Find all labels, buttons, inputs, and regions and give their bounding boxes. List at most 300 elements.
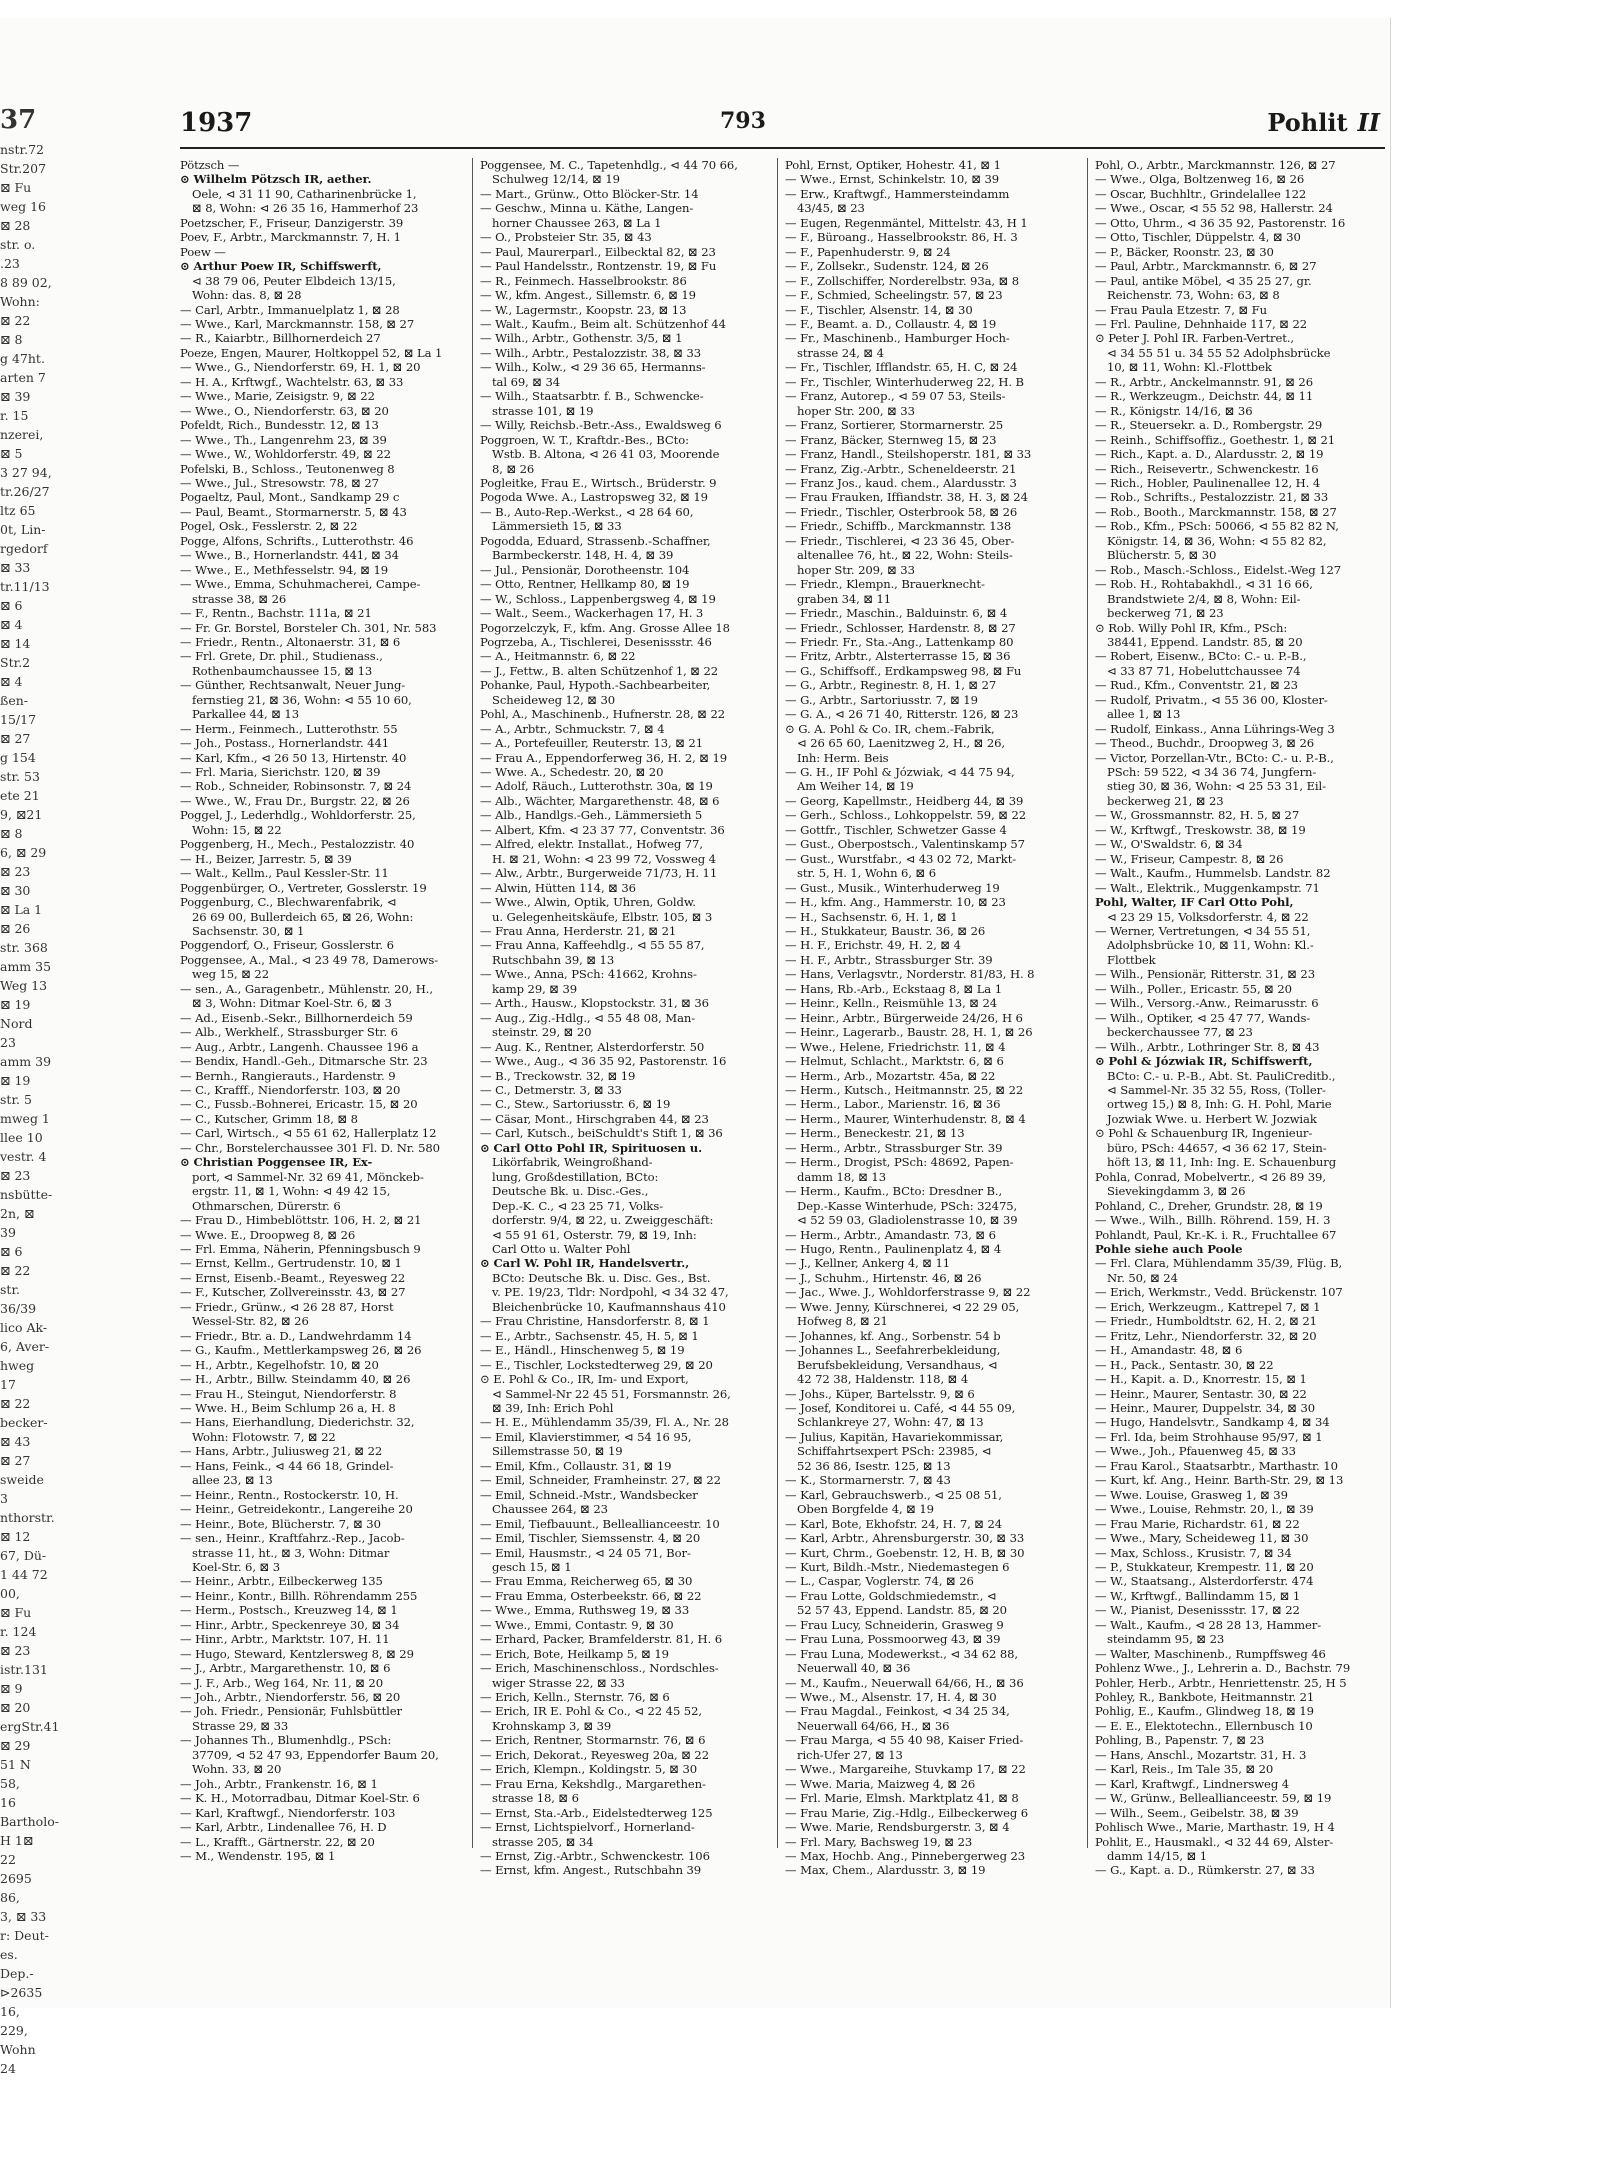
- adjacent-page-line: ⊠ 5: [0, 446, 23, 461]
- adjacent-page-line: ⊠ 19: [0, 1073, 31, 1088]
- directory-entry: — Erich, Werkzeugm., Kattrepel 7, ⊠ 1: [1095, 1299, 1321, 1314]
- directory-entry: — Walt., Seem., Wackerhagen 17, H. 3: [480, 606, 704, 621]
- adjacent-page-line: ⊠ 39: [0, 389, 31, 404]
- adjacent-page-line: amm 35: [0, 959, 52, 974]
- adjacent-page-line: llee 10: [0, 1130, 43, 1145]
- directory-entry: — Rob. H., Rohtabakhdl., ⊲ 31 16 66,: [1095, 577, 1313, 592]
- adjacent-page-line: nzerei,: [0, 427, 44, 442]
- adjacent-page-line: str. 5: [0, 1092, 32, 1107]
- directory-entry: Wohn. 33, ⊠ 20: [192, 1762, 282, 1777]
- adjacent-page-line: nsbütte-: [0, 1187, 53, 1202]
- directory-entry: — Herm., Postsch., Kreuzweg 14, ⊠ 1: [180, 1603, 398, 1618]
- directory-entry: — Rob., Masch.-Schloss., Eidelst.-Weg 127: [1095, 562, 1342, 577]
- directory-entry: Dep.-Kasse Winterhude, PSch: 32475,: [797, 1198, 1018, 1213]
- directory-entry: Pohl, O., Arbtr., Marckmannstr. 126, ⊠ 27: [1095, 158, 1336, 172]
- directory-entry: str. 5, H. 1, Wohn 6, ⊠ 6: [797, 866, 936, 881]
- directory-entry: — Wwe., Margareihe, Stuvkamp 17, ⊠ 22: [785, 1762, 1026, 1777]
- adjacent-page-margin: [0, 0, 60, 2076]
- directory-entry: — Herm., Feinmech., Lutterothstr. 55: [180, 721, 398, 736]
- directory-entry: — C., Detmerstr. 3, ⊠ 33: [480, 1083, 622, 1097]
- directory-entry: höft 13, ⊠ 11, Inh: Ing. E. Schauenburg: [1107, 1155, 1337, 1170]
- adjacent-page-line: 16: [0, 1795, 16, 1810]
- directory-entry: — Alw., Arbtr., Burgerweide 71/73, H. 11: [480, 866, 718, 881]
- directory-entry: — Walter, Maschinenb., Rumpffsweg 46: [1095, 1646, 1326, 1661]
- directory-entry: — J. F., Arb., Weg 164, Nr. 11, ⊠ 20: [180, 1675, 383, 1690]
- adjacent-page-line: g 154: [0, 750, 36, 765]
- directory-entry: — Joh., Arbtr., Frankenstr. 16, ⊠ 1: [180, 1776, 378, 1791]
- adjacent-page-line: arten 7: [0, 370, 46, 385]
- directory-entry: — H., Pack., Sentastr. 30, ⊠ 22: [1095, 1357, 1274, 1372]
- directory-entry: — Walt., Elektrik., Muggenkampstr. 71: [1095, 880, 1320, 895]
- directory-entry: — Hinr., Arbtr., Marktstr. 107, H. 11: [180, 1632, 390, 1647]
- adjacent-page-line: ⊠ Fu: [0, 180, 32, 195]
- adjacent-page-line: r: Deut-: [0, 1928, 49, 1943]
- directory-entry: strasse 101, ⊠ 19: [492, 403, 594, 418]
- adjacent-page-line: ⊠ 22: [0, 313, 31, 328]
- adjacent-page-line: ⊠ 27: [0, 731, 31, 746]
- directory-entry: — Heinr., Lagerarb., Baustr. 28, H. 1, ⊠ 26: [785, 1025, 1033, 1040]
- directory-entry: Inh: Herm. Beis: [797, 750, 889, 765]
- directory-entry: — Walt., Kaufm., Beim alt. Schützenhof 44: [480, 316, 726, 331]
- directory-entry: — Franz, Zig.-Arbtr., Scheneldeerstr. 21: [785, 461, 1017, 476]
- directory-entry: allee 23, ⊠ 13: [192, 1473, 273, 1488]
- adjacent-page-line: ⊠ 14: [0, 636, 31, 651]
- directory-entry: — Gerh., Schloss., Lohkoppelstr. 59, ⊠ 22: [785, 808, 1026, 823]
- directory-entry: — Wwe., Emmi, Contastr. 9, ⊠ 30: [480, 1617, 674, 1632]
- directory-entry: — H., Sachsenstr. 6, H. 1, ⊠ 1: [785, 909, 958, 924]
- directory-entry: Parkallee 44, ⊠ 13: [192, 707, 299, 722]
- directory-entry: rich-Ufer 27, ⊠ 13: [797, 1747, 903, 1762]
- adjacent-page-line: ßen-: [0, 693, 29, 708]
- directory-entry: — Wwe. E., Droopweg 8, ⊠ 26: [180, 1227, 356, 1242]
- directory-entry: — Arth., Hausw., Klopstockstr. 31, ⊠ 36: [480, 996, 709, 1011]
- directory-entry-featured: Pohl, Walter, IF Carl Otto Pohl,: [1095, 895, 1294, 910]
- adjacent-page-number: 37: [0, 105, 37, 135]
- directory-entry: — F., Beamt. a. D., Collaustr. 4, ⊠ 19: [785, 316, 997, 331]
- directory-entry: — Carl, Wirtsch., ⊲ 55 61 62, Hallerplatz 12: [180, 1126, 437, 1141]
- directory-entry: beckerweg 71, ⊠ 23: [1107, 606, 1224, 621]
- directory-entry: — Herm., Labor., Marienstr. 16, ⊠ 36: [785, 1097, 1001, 1112]
- directory-entry: — Wwe., W., Wohldorferstr. 49, ⊠ 22: [180, 447, 391, 462]
- directory-entry: Hofweg 8, ⊠ 21: [797, 1314, 888, 1329]
- directory-entry: — Fr., Tischler, Winterhuderweg 22, H. B: [785, 374, 1024, 389]
- directory-entry: — G., Kaufm., Mettlerkampsweg 26, ⊠ 26: [180, 1343, 422, 1358]
- directory-entry: — F., Zollschiffer, Norderelbstr. 93a, ⊠ 8: [785, 273, 1020, 288]
- directory-entry: — Frau Luna, Modewerkst., ⊲ 34 62 88,: [785, 1646, 1019, 1661]
- directory-entry: Scheideweg 12, ⊠ 30: [492, 692, 616, 707]
- directory-entry: — Erich, Dekorat., Reyesweg 20a, ⊠ 22: [480, 1747, 709, 1762]
- directory-entry: steinstr. 29, ⊠ 20: [492, 1025, 592, 1040]
- directory-entry: — Rob., Schrifts., Pestalozzistr. 21, ⊠ 33: [1095, 490, 1329, 505]
- adjacent-page-line: mweg 1: [0, 1111, 50, 1126]
- directory-entry: — R., Feinmech. Hasselbrookstr. 86: [480, 273, 687, 288]
- directory-entry: — Victor, Porzellan-Vtr., BCto: C.- u. P.-B.,: [1095, 750, 1334, 765]
- directory-entry: altenallee 76, ht., ⊠ 22, Wohn: Steils-: [797, 548, 1013, 563]
- directory-entry: lung, Großdestillation, BCto:: [492, 1169, 659, 1184]
- directory-entry: — Fritz, Arbtr., Alsterterrasse 15, ⊠ 36: [785, 649, 1011, 664]
- directory-entry: Sachsenstr. 30, ⊠ 1: [192, 924, 305, 939]
- directory-entry: Pohlenz Wwe., J., Lehrerin a. D., Bachstr. 79: [1095, 1661, 1351, 1676]
- directory-entry: — Frau Erna, Kekshdlg., Margarethen-: [480, 1776, 706, 1791]
- directory-entry: — Hugo, Steward, Kentzlersweg 8, ⊠ 29: [180, 1646, 414, 1661]
- directory-entry: — E. E., Elektotechn., Ellernbusch 10: [1095, 1718, 1313, 1733]
- directory-entry: — Paul, Arbtr., Marckmannstr. 6, ⊠ 27: [1095, 259, 1317, 274]
- adjacent-page-line: ⊠ 6: [0, 598, 23, 613]
- directory-entry: ortweg 15,) ⊠ 8, Inh: G. H. Pohl, Marie: [1107, 1097, 1332, 1112]
- adjacent-page-line: Weg 13: [0, 978, 48, 993]
- directory-entry: damm 18, ⊠ 13: [797, 1169, 886, 1184]
- adjacent-page-line: ⊠ 22: [0, 1263, 31, 1278]
- directory-entry: — Gottfr., Tischler, Schwetzer Gasse 4: [785, 822, 1007, 837]
- directory-entry: steindamm 95, ⊠ 23: [1107, 1632, 1225, 1647]
- directory-entry: — Günther, Rechtsanwalt, Neuer Jung-: [180, 678, 406, 693]
- directory-entry: Pogorzelczyk, F., kfm. Ang. Grosse Allee 18: [480, 620, 730, 635]
- directory-entry: Pohlig, E., Kaufm., Glindweg 18, ⊠ 19: [1095, 1704, 1314, 1719]
- directory-entry: — Kurt, Bildh.-Mstr., Niedemastegen 6: [785, 1559, 1010, 1574]
- directory-entry: — Wwe. A., Schedestr. 20, ⊠ 20: [480, 765, 664, 780]
- directory-entry: — Friedr., Humboldtstr. 62, H. 2, ⊠ 21: [1095, 1314, 1317, 1329]
- directory-entry: — Erich, Rentner, Stormarnstr. 76, ⊠ 6: [480, 1733, 706, 1748]
- directory-entry: ⊙ G. A. Pohl & Co. IR, chem.-Fabrik,: [785, 721, 995, 736]
- adjacent-page-line: becker-: [0, 1415, 48, 1430]
- directory-entry: Pogel, Osk., Fesslerstr. 2, ⊠ 22: [180, 519, 358, 534]
- directory-entry: Reichenstr. 73, Wohn: 63, ⊠ 8: [1107, 288, 1280, 303]
- directory-entry: Flottbek: [1107, 952, 1156, 967]
- directory-entry: — Erich, Klempn., Koldingstr. 5, ⊠ 30: [480, 1762, 697, 1777]
- directory-entry: Poeze, Engen, Maurer, Holtkoppel 52, ⊠ La 1: [180, 345, 443, 360]
- adjacent-page-line: ⊠ La 1: [0, 902, 43, 917]
- directory-entry: — Wwe., E., Methfesselstr. 94, ⊠ 19: [180, 562, 389, 577]
- directory-entry: — Wwe., Jul., Stresowstr. 78, ⊠ 27: [180, 475, 379, 490]
- directory-entry: — Frau Magdal., Feinkost, ⊲ 34 25 34,: [785, 1704, 1010, 1719]
- directory-entry: — Jul., Pensionär, Dorotheenstr. 104: [480, 562, 690, 577]
- directory-entry: — R., Königstr. 14/16, ⊠ 36: [1095, 403, 1253, 418]
- directory-entry: — Wwe., Louise, Rehmstr. 20, l., ⊠ 39: [1095, 1502, 1314, 1517]
- header-page-number: 793: [720, 108, 766, 134]
- directory-entry: — R., Steuersekr. a. D., Rombergstr. 29: [1095, 418, 1323, 433]
- directory-entry-featured: ⊙ Wilhelm Pötzsch IR, aether.: [180, 172, 372, 187]
- directory-entry: — Heinr., Arbtr., Eilbeckerweg 135: [180, 1574, 383, 1589]
- directory-entry: — F., Büroang., Hasselbrookstr. 86, H. 3: [785, 230, 1018, 245]
- directory-entry: — Herm., Kutsch., Heitmannstr. 25, ⊠ 22: [785, 1083, 1024, 1097]
- adjacent-page-line: Wohn:: [0, 294, 40, 309]
- directory-entry: Poggendorf, O., Friseur, Gosslerstr. 6: [180, 938, 394, 953]
- directory-entry: 10, ⊠ 11, Wohn: Kl.-Flottbek: [1107, 360, 1272, 375]
- directory-entry: — P., Bäcker, Roonstr. 23, ⊠ 30: [1095, 244, 1274, 259]
- directory-entry: gesch 15, ⊠ 1: [492, 1559, 572, 1574]
- directory-entry: ⊲ 52 59 03, Gladiolenstrasse 10, ⊠ 39: [797, 1213, 1018, 1228]
- directory-entry: — M., Wendenstr. 195, ⊠ 1: [180, 1849, 336, 1864]
- directory-entry: — O., Probsteier Str. 35, ⊠ 43: [480, 230, 652, 245]
- directory-entry: Schulweg 12/14, ⊠ 19: [492, 172, 620, 187]
- directory-entry: — C., Stew., Sartoriusstr. 6, ⊠ 19: [480, 1097, 671, 1112]
- directory-entry: — P., Stukkateur, Krempestr. 11, ⊠ 20: [1095, 1559, 1314, 1574]
- directory-entry: — Frau Karol., Staatsarbtr., Marthastr. 10: [1095, 1458, 1338, 1473]
- directory-entry: Brandstwiete 2/4, ⊠ 8, Wohn: Eil-: [1107, 591, 1301, 606]
- directory-entry: ⊙ E. Pohl & Co., IR, Im- und Export,: [480, 1372, 689, 1387]
- directory-entry: — Kurt, kf. Ang., Heinr. Barth-Str. 29, ⊠ 13: [1095, 1473, 1344, 1488]
- directory-entry: Königstr. 14, ⊠ 36, Wohn: ⊲ 55 82 82,: [1107, 533, 1327, 548]
- adjacent-page-line: str. 53: [0, 769, 40, 784]
- directory-entry: — Frau Anna, Kaffeehdlg., ⊲ 55 55 87,: [480, 938, 705, 953]
- adjacent-page-line: nthorstr.: [0, 1510, 55, 1525]
- directory-entry: — Joh., Postass., Hornerlandstr. 441: [180, 736, 390, 751]
- directory-entry: ⊲ 55 91 61, Osterstr. 79, ⊠ 19, Inh:: [492, 1227, 697, 1242]
- directory-entry: — W., Lagermstr., Koopstr. 23, ⊠ 13: [480, 302, 687, 317]
- directory-entry: — Frl. Ida, beim Strohhause 95/97, ⊠ 1: [1095, 1429, 1323, 1444]
- header-rule: [180, 147, 1385, 149]
- adjacent-page-line: ⊠ 28: [0, 218, 31, 233]
- directory-entry: Chaussee 264, ⊠ 23: [492, 1502, 608, 1517]
- directory-entry: ⊲ 23 29 15, Volksdorferstr. 4, ⊠ 22: [1107, 909, 1309, 924]
- directory-entry: — Aug. K., Rentner, Alsterdorferstr. 50: [480, 1039, 705, 1054]
- directory-entry: — W., Staatsang., Alsterdorferstr. 474: [1095, 1574, 1314, 1589]
- directory-entry: — Frau Marga, ⊲ 55 40 98, Kaiser Fried-: [785, 1733, 1024, 1748]
- directory-entry: Pohler, Herb., Arbtr., Henriettenstr. 25, H 5: [1095, 1675, 1347, 1690]
- directory-entry: — Hans, Rb.-Arb., Eckstaag 8, ⊠ La 1: [785, 981, 1002, 996]
- directory-entry: 38441, Eppend. Landstr. 85, ⊠ 20: [1107, 634, 1303, 649]
- directory-entry: — G., Kapt. a. D., Rümkerstr. 27, ⊠ 33: [1095, 1863, 1315, 1878]
- adjacent-page-line: 229, Wohn: [0, 2023, 36, 2057]
- directory-entry: — Max, Chem., Alardusstr. 3, ⊠ 19: [785, 1863, 986, 1878]
- directory-entry: — J., Schuhm., Hirtenstr. 46, ⊠ 26: [785, 1270, 982, 1285]
- directory-entry: BCto: Deutsche Bk. u. Disc. Ges., Bst.: [492, 1270, 711, 1285]
- directory-entry: Pogge, Alfons, Schrifts., Lutterothstr. 46: [180, 533, 414, 548]
- adjacent-page-line: r. 15: [0, 408, 29, 423]
- directory-entry: — Wwe. Jenny, Kürschnerei, ⊲ 22 29 05,: [785, 1299, 1020, 1314]
- directory-entry: — Karl, Arbtr., Ahrensburgerstr. 30, ⊠ 33: [785, 1531, 1025, 1546]
- directory-entry: — Max, Hochb. Ang., Pinnebergerweg 23: [785, 1849, 1026, 1864]
- directory-entry: — C., Kutscher, Grimm 18, ⊠ 8: [180, 1111, 358, 1126]
- directory-entry: — Geschw., Minna u. Käthe, Langen-: [480, 201, 694, 216]
- adjacent-page-line: ⊠ 4: [0, 617, 23, 632]
- directory-entry: Carl Otto u. Walter Pohl: [492, 1241, 631, 1256]
- directory-entry: — Frl. Pauline, Dehnhaide 117, ⊠ 22: [1095, 316, 1308, 331]
- directory-entry: Oben Borgfelde 4, ⊠ 19: [797, 1502, 934, 1517]
- directory-entry: — Alwin, Hütten 114, ⊠ 36: [480, 880, 636, 895]
- directory-entry: — W., Grünw., Belleallianceestr. 59, ⊠ 19: [1095, 1791, 1332, 1806]
- adjacent-page-line: tr.11/13: [0, 579, 50, 594]
- adjacent-page-line: 1 44 72 00,: [0, 1567, 48, 1601]
- header-range-name: Pohlit: [1267, 108, 1348, 137]
- directory-entry: — Chr., Borstelerchaussee 301 Fl. D. Nr. 580: [180, 1140, 440, 1155]
- directory-entry: — Gust., Oberpostsch., Valentinskamp 57: [785, 837, 1025, 852]
- directory-entry: — J., Kellner, Ankerg 4, ⊠ 11: [785, 1256, 951, 1271]
- directory-entry: — Carl, Kutsch., beiSchuldt's Stift 1, ⊠ 36: [480, 1126, 723, 1141]
- adjacent-page-line: Bartholo-: [0, 1814, 59, 1829]
- directory-entry: — Frau H., Steingut, Niendorferstr. 8: [180, 1386, 397, 1401]
- directory-entry: damm 14/15, ⊠ 1: [1107, 1849, 1208, 1864]
- directory-entry: Wohn: das. 8, ⊠ 28: [192, 288, 302, 303]
- directory-entry: Pohley, R., Bankbote, Heitmannstr. 21: [1095, 1690, 1315, 1705]
- directory-entry: — Wwe., Marie, Zeisigstr. 9, ⊠ 22: [180, 389, 375, 404]
- directory-entry: — Ernst, Sta.-Arb., Eidelstedterweg 125: [480, 1805, 713, 1820]
- page-header: [180, 108, 1380, 148]
- directory-entry: — Georg, Kapellmstr., Heidberg 44, ⊠ 39: [785, 793, 1024, 808]
- directory-entry: Pogleitke, Frau E., Wirtsch., Brüderstr. 9: [480, 475, 717, 490]
- adjacent-page-line: ⊳2635 16,: [0, 1985, 43, 2019]
- directory-entry: — Frl. Emma, Näherin, Pfenningsbusch 9: [180, 1241, 421, 1256]
- directory-entry: — C., Fussb.-Bohnerei, Ericastr. 15, ⊠ 20: [180, 1097, 418, 1112]
- directory-entry: — Julius, Kapitän, Havariekommissar,: [785, 1429, 1004, 1444]
- directory-entry: — A., Arbtr., Schmuckstr. 7, ⊠ 4: [480, 721, 665, 736]
- directory-entry: — Fr., Maschinenb., Hamburger Hoch-: [785, 331, 1010, 346]
- directory-entry: — E., Tischler, Lockstedterweg 29, ⊠ 20: [480, 1357, 713, 1372]
- adjacent-page-line: ⊠ 9: [0, 1681, 23, 1696]
- directory-entry: Poggenberg, H., Mech., Pestalozzistr. 40: [180, 837, 415, 852]
- directory-entry: Neuerwall 64/66, H., ⊠ 36: [797, 1718, 950, 1733]
- adjacent-page-line: ⊠ 8: [0, 826, 23, 841]
- directory-entry: — L., Caspar, Voglerstr. 74, ⊠ 26: [785, 1574, 974, 1589]
- adjacent-page-line: lico Ak-: [0, 1320, 48, 1335]
- directory-entry: — W., Pianist, Desenissstr. 17, ⊠ 22: [1095, 1603, 1300, 1618]
- directory-entry-featured: ⊙ Christian Poggensee IR, Ex-: [180, 1155, 373, 1170]
- directory-entry: 42 72 38, Haldenstr. 118, ⊠ 4: [797, 1372, 969, 1387]
- directory-entry: — Karl, Kraftwgf., Lindnersweg 4: [1095, 1776, 1290, 1791]
- directory-entry: — Gust., Musik., Winterhuderweg 19: [785, 880, 1000, 895]
- directory-entry: — H. F., Erichstr. 49, H. 2, ⊠ 4: [785, 938, 961, 953]
- directory-entry: — sen., Heinr., Kraftfahrz.-Rep., Jacob-: [180, 1531, 405, 1546]
- directory-entry: Strasse 29, ⊠ 33: [192, 1718, 289, 1733]
- directory-entry: — Emil, Schneid.-Mstr., Wandsbecker: [480, 1487, 698, 1502]
- directory-entry: Lämmersieth 15, ⊠ 33: [492, 519, 622, 534]
- directory-entry: — C., Krafff., Niendorferstr. 103, ⊠ 20: [180, 1083, 401, 1097]
- directory-entry: — Wwe., Anna, PSch: 41662, Krohns-: [480, 967, 697, 982]
- directory-entry: — Friedr. Fr., Sta.-Ang., Lattenkamp 80: [785, 634, 1014, 649]
- directory-entry: dorferstr. 9/4, ⊠ 22, u. Zweiggeschäft:: [492, 1213, 714, 1228]
- directory-entry: — Frau D., Himbeblöttstr. 106, H. 2, ⊠ 21: [180, 1213, 422, 1228]
- directory-entry: — Kurt, Chrm., Goebenstr. 12, H. B, ⊠ 30: [785, 1545, 1025, 1560]
- directory-entry: graben 34, ⊠ 11: [797, 591, 892, 606]
- directory-entry: — K. H., Motorradbau, Ditmar Koel-Str. 6: [180, 1791, 420, 1806]
- directory-entry: Pötzsch —: [180, 158, 240, 172]
- directory-entry: — Rich., Kapt. a. D., Alardusstr. 2, ⊠ 19: [1095, 447, 1324, 462]
- directory-entry: Wstb. B. Altona, ⊲ 26 41 03, Moorende: [492, 447, 720, 462]
- directory-entry: — Hans, Arbtr., Juliusweg 21, ⊠ 22: [180, 1444, 383, 1459]
- adjacent-page-line: ⊠ 43: [0, 1434, 31, 1449]
- directory-entry: — Herm., Beneckestr. 21, ⊠ 13: [785, 1126, 965, 1141]
- directory-entry: — Ernst, kfm. Angest., Rutschbahn 39: [480, 1863, 702, 1878]
- directory-entry: — Wwe., B., Hornerlandstr. 441, ⊠ 34: [180, 548, 399, 563]
- directory-entry: u. Gelegenheitskäufe, Elbstr. 105, ⊠ 3: [492, 909, 713, 924]
- directory-entry: — Erich, Werkmstr., Vedd. Brückenstr. 107: [1095, 1285, 1343, 1300]
- directory-entry: — Wilh., Seem., Geibelstr. 38, ⊠ 39: [1095, 1805, 1299, 1820]
- directory-entry: — Wilh., Pensionär, Ritterstr. 31, ⊠ 23: [1095, 967, 1315, 982]
- directory-entry: Poggenbürger, O., Vertreter, Gosslerstr. 19: [180, 880, 427, 895]
- adjacent-page-line: str. o.: [0, 237, 36, 252]
- adjacent-page-line: tr.26/27: [0, 484, 50, 499]
- directory-entry: — Theod., Buchdr., Droopweg 3, ⊠ 26: [1095, 736, 1314, 751]
- adjacent-page-line: .23: [0, 256, 20, 271]
- directory-entry: Pohlandt, Paul, Kr.-K. i. R., Fruchtallee 67: [1095, 1227, 1337, 1242]
- directory-entry: ⊠ 8, Wohn: ⊲ 26 35 16, Hammerhof 23: [192, 201, 419, 216]
- directory-entry: — Rich., Hobler, Paulinenallee 12, H. 4: [1095, 475, 1321, 490]
- directory-entry: — H., kfm. Ang., Hammerstr. 10, ⊠ 23: [785, 895, 1006, 910]
- directory-entry: — Herm., Kaufm., BCto: Dresdner B.,: [785, 1184, 1003, 1199]
- directory-entry: Pohl, A., Maschinenb., Hufnerstr. 28, ⊠ 22: [480, 707, 726, 722]
- directory-entry: — Otto, Rentner, Hellkamp 80, ⊠ 19: [480, 577, 690, 592]
- directory-entry: — Wwe., Wilh., Billh. Röhrend. 159, H. 3: [1095, 1213, 1331, 1228]
- directory-entry: kamp 29, ⊠ 39: [492, 981, 578, 996]
- directory-column-2: [480, 158, 766, 1878]
- directory-entry: — Frl. Mary, Bachsweg 19, ⊠ 23: [785, 1834, 973, 1849]
- directory-entry: BCto: C.- u. P.-B., Abt. St. PauliCreditb.,: [1107, 1068, 1336, 1083]
- adjacent-page-line: 0t, Lin-: [0, 522, 46, 537]
- directory-entry-featured: ⊙ Carl W. Pohl IR, Handelsvertr.,: [480, 1256, 690, 1271]
- directory-entry: Pohlisch Wwe., Marie, Marthastr. 19, H 4: [1095, 1820, 1335, 1835]
- directory-entry: — Bernh., Rangierauts., Hardenstr. 9: [180, 1068, 396, 1083]
- directory-entry: — Wilh., Arbtr., Pestalozzistr. 38, ⊠ 33: [480, 345, 702, 360]
- adjacent-page-line: 3 27 94,: [0, 465, 52, 480]
- directory-entry: Barmbeckerstr. 148, H. 4, ⊠ 39: [492, 548, 674, 563]
- directory-entry: — Wwe., Aug., ⊲ 36 35 92, Pastorenstr. 16: [480, 1054, 727, 1069]
- directory-entry: Jozwiak Wwe. u. Herbert W. Jozwiak: [1107, 1111, 1317, 1126]
- directory-entry: — M., Kaufm., Neuerwall 64/66, H., ⊠ 36: [785, 1675, 1024, 1690]
- directory-entry: — R., Kaiarbtr., Billhornerdeich 27: [180, 331, 381, 346]
- directory-entry: — Fr. Gr. Borstel, Borsteler Ch. 301, Nr. 583: [180, 620, 437, 635]
- adjacent-page-line: istr.131: [0, 1662, 48, 1677]
- directory-entry: hoper Str. 209, ⊠ 33: [797, 562, 915, 577]
- directory-entry: — W., Krftwgf., Treskowstr. 38, ⊠ 19: [1095, 822, 1306, 837]
- directory-entry: — Johannes L., Seefahrerbekleidung,: [785, 1343, 1001, 1358]
- directory-entry: ⊙ Pohl & Schauenburg IR, Ingenieur-: [1095, 1126, 1313, 1141]
- directory-entry: — Hugo, Handelsvtr., Sandkamp 4, ⊠ 34: [1095, 1415, 1330, 1430]
- directory-entry: — Heinr., Arbtr., Bürgerweide 24/26, H 6: [785, 1010, 1023, 1025]
- directory-entry: — Joh., Arbtr., Niendorferstr. 56, ⊠ 20: [180, 1690, 401, 1705]
- adjacent-page-line: ⊠ 8: [0, 332, 23, 347]
- directory-entry: — Franz Jos., kaud. chem., Alardusstr. 3: [785, 475, 1017, 490]
- directory-entry: — Wwe., G., Niendorferstr. 69, H. 1, ⊠ 20: [180, 360, 421, 375]
- directory-entry: ⊲ Sammel-Nr 22 45 51, Forsmannstr. 26,: [492, 1386, 731, 1401]
- directory-entry: — Ernst, Zig.-Arbtr., Schwenckestr. 106: [480, 1849, 710, 1864]
- directory-entry: Poggensee, A., Mal., ⊲ 23 49 78, Damerows-: [180, 952, 439, 967]
- directory-entry: — Emil, Tischler, Siemssenstr. 4, ⊠ 20: [480, 1531, 701, 1546]
- directory-entry: — H., Arbtr., Kegelhofstr. 10, ⊠ 20: [180, 1357, 379, 1372]
- directory-entry: — Friedr., Tischler, Osterbrook 58, ⊠ 26: [785, 504, 1018, 519]
- directory-entry: — Wwe. H., Beim Schlump 26 a, H. 8: [180, 1400, 396, 1415]
- directory-entry: ⊲ 26 65 60, Laenitzweg 2, H., ⊠ 26,: [797, 736, 1005, 751]
- directory-entry: Poggenburg, C., Blechwarenfabrik, ⊲: [180, 895, 397, 910]
- adjacent-page-line: ⊠ 23: [0, 864, 31, 879]
- adjacent-page-line: 9, ⊠21: [0, 807, 43, 822]
- directory-entry: — Franz, Sortierer, Stormarnerstr. 25: [785, 418, 1004, 433]
- directory-entry: port, ⊲ Sammel-Nr. 32 69 41, Mönckeb-: [192, 1169, 424, 1184]
- directory-entry: — H., Beizer, Jarrestr. 5, ⊠ 39: [180, 851, 352, 866]
- directory-entry: — Wwe., Ernst, Schinkelstr. 10, ⊠ 39: [785, 172, 1000, 187]
- directory-entry: 52 57 43, Eppend. Landstr. 85, ⊠ 20: [797, 1603, 1007, 1618]
- directory-entry: — R., Werkzeugm., Deichstr. 44, ⊠ 11: [1095, 389, 1314, 404]
- adjacent-page-line: weg 16: [0, 199, 46, 214]
- directory-entry: — Wwe., O., Niendorferstr. 63, ⊠ 20: [180, 403, 389, 418]
- adjacent-page-line: ⊠ 26: [0, 921, 31, 936]
- directory-entry: — Adolf, Räuch., Lutterothstr. 30a, ⊠ 19: [480, 779, 713, 794]
- directory-entry: — Heinr., Kelln., Reismühle 13, ⊠ 24: [785, 996, 998, 1011]
- directory-entry: — Emil, Tiefbauunt., Belleallianceestr. 10: [480, 1516, 720, 1531]
- directory-entry: — Herm., Arb., Mozartstr. 45a, ⊠ 22: [785, 1068, 996, 1083]
- directory-entry: — Frau Paula Etzestr. 7, ⊠ Fu: [1095, 302, 1267, 317]
- directory-entry: ⊲ 38 79 06, Peuter Elbdeich 13/15,: [192, 273, 396, 288]
- directory-entry: — Emil, Kfm., Collaustr. 31, ⊠ 19: [480, 1458, 672, 1473]
- directory-entry: — Josef, Konditorei u. Café, ⊲ 44 55 09,: [785, 1400, 1016, 1415]
- adjacent-page-line: ⊠ 4: [0, 674, 23, 689]
- directory-entry: Am Weiher 14, ⊠ 19: [797, 779, 914, 794]
- directory-entry: — Paul, Beamt., Stormarnerstr. 5, ⊠ 43: [180, 504, 407, 519]
- directory-entry: — Frau Christine, Hansdorferstr. 8, ⊠ 1: [480, 1314, 710, 1329]
- directory-entry: — Wwe., Karl, Marckmannstr. 158, ⊠ 27: [180, 316, 415, 331]
- directory-entry: — W., kfm. Angest., Sillemstr. 6, ⊠ 19: [480, 288, 696, 303]
- directory-entry: Pohling, B., Papenstr. 7, ⊠ 23: [1095, 1733, 1265, 1748]
- directory-entry: — H., Kapit. a. D., Knorrestr. 15, ⊠ 1: [1095, 1372, 1307, 1387]
